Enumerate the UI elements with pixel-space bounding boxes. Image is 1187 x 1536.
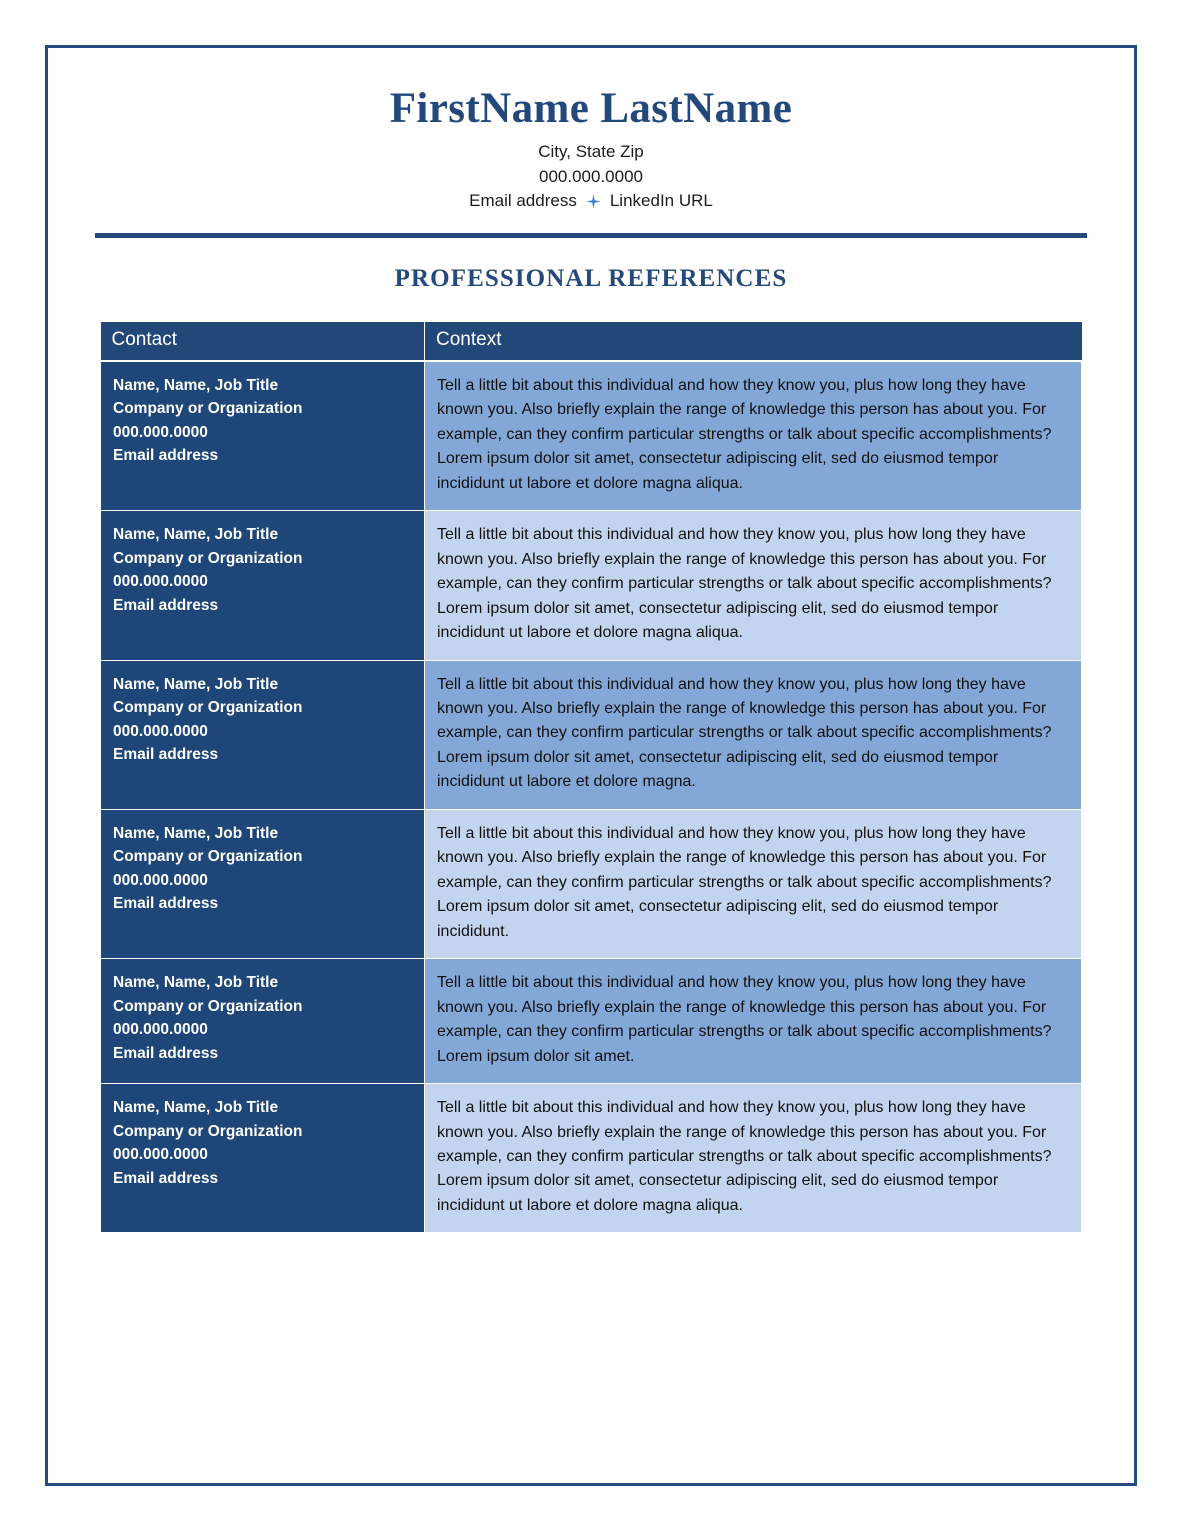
context-cell: Tell a little bit about this individual and how they know you, plus how long they have known you. Also briefly explain the range of knowledge this person has about you. For example, can they confirm particular strengths or talk about specific accomplishments? Lorem ipsum dolor sit amet, consectetur adipiscing elit, sed do eiusmod tempor incididunt ut labore et dolore magna. <box>425 660 1082 809</box>
reference-phone: 000.000.0000 <box>113 871 208 889</box>
reference-name-title: Name, Name, Job Title <box>113 1099 279 1117</box>
resume-header <box>48 48 1134 213</box>
contact-phone: 000.000.0000 <box>539 166 643 186</box>
reference-name-title: Name, Name, Job Title <box>113 824 279 842</box>
column-header-contact: Contact <box>101 321 425 361</box>
contact-cell <box>101 1084 425 1233</box>
reference-name-title: Name, Name, Job Title <box>113 376 279 394</box>
reference-phone: 000.000.0000 <box>113 1146 208 1164</box>
table-header-row <box>101 321 1082 361</box>
reference-name-title: Name, Name, Job Title <box>113 675 279 693</box>
reference-company: Company or Organization <box>113 997 303 1015</box>
contact-cell <box>101 361 425 511</box>
contact-links-row <box>48 189 1134 213</box>
table-header <box>101 321 1082 361</box>
reference-email: Email address <box>113 895 219 913</box>
context-cell: Tell a little bit about this individual and how they know you, plus how long they have known you. Also briefly explain the range of knowledge this person has about you. For example, can they confirm particular strengths or talk about specific accomplishments? Lorem ipsum dolor sit amet. <box>425 959 1082 1084</box>
sparkle-icon <box>586 194 601 209</box>
context-cell: Tell a little bit about this individual and how they know you, plus how long they have known you. Also briefly explain the range of knowledge this person has about you. For example, can they confirm particular strengths or talk about specific accomplishments? Lorem ipsum dolor sit amet, consectetur adipiscing elit, sed do eiusmod tempor incididunt. <box>425 809 1082 958</box>
reference-company: Company or Organization <box>113 848 303 866</box>
reference-phone: 000.000.0000 <box>113 423 208 441</box>
page-border-frame <box>45 45 1137 1486</box>
reference-email: Email address <box>113 447 219 465</box>
page-content <box>48 48 1134 1483</box>
reference-phone: 000.000.0000 <box>113 573 208 591</box>
reference-email: Email address <box>113 596 219 614</box>
table-row <box>101 361 1082 511</box>
context-cell: Tell a little bit about this individual and how they know you, plus how long they have known you. Also briefly explain the range of knowledge this person has about you. For example, can they confirm particular strengths or talk about specific accomplishments? Lorem ipsum dolor sit amet, consectetur adipiscing elit, sed do eiusmod tempor incididunt ut labore et dolore magna aliqua. <box>425 511 1082 660</box>
table-row <box>101 809 1082 958</box>
reference-company: Company or Organization <box>113 1122 303 1140</box>
reference-company: Company or Organization <box>113 549 303 567</box>
table-row <box>101 660 1082 809</box>
reference-name-title: Name, Name, Job Title <box>113 526 279 544</box>
reference-email: Email address <box>113 1169 219 1187</box>
reference-name-title: Name, Name, Job Title <box>113 974 279 992</box>
context-cell: Tell a little bit about this individual and how they know you, plus how long they have known you. Also briefly explain the range of knowledge this person has about you. For example, can they confirm particular strengths or talk about specific accomplishments? Lorem ipsum dolor sit amet, consectetur adipiscing elit, sed do eiusmod tempor incididunt ut labore et dolore magna aliqua. <box>425 361 1082 511</box>
table-row <box>101 959 1082 1084</box>
reference-phone: 000.000.0000 <box>113 1021 208 1039</box>
table-row <box>101 1084 1082 1233</box>
table-body <box>101 361 1082 1233</box>
column-header-context: Context <box>425 321 1082 361</box>
contact-location: City, State Zip <box>538 142 644 162</box>
header-divider <box>95 233 1087 238</box>
references-table-wrap <box>100 321 1082 1234</box>
references-table <box>100 321 1082 1234</box>
contact-linkedin: LinkedIn URL <box>609 190 713 210</box>
reference-company: Company or Organization <box>113 699 303 717</box>
contact-cell <box>101 660 425 809</box>
reference-email: Email address <box>113 746 219 764</box>
contact-cell <box>101 809 425 958</box>
contact-cell <box>101 959 425 1084</box>
section-heading: PROFESSIONAL REFERENCES <box>394 264 788 292</box>
reference-phone: 000.000.0000 <box>113 722 208 740</box>
table-row <box>101 511 1082 660</box>
page-title: FirstName LastName <box>389 85 793 132</box>
contact-cell <box>101 511 425 660</box>
contact-email: Email address <box>469 190 577 210</box>
reference-email: Email address <box>113 1044 219 1062</box>
context-cell: Tell a little bit about this individual and how they know you, plus how long they have known you. Also briefly explain the range of knowledge this person has about you. For example, can they confirm particular strengths or talk about specific accomplishments? Lorem ipsum dolor sit amet, consectetur adipiscing elit, sed do eiusmod tempor incididunt ut labore et dolore magna aliqua. <box>425 1084 1082 1233</box>
reference-company: Company or Organization <box>113 400 303 418</box>
